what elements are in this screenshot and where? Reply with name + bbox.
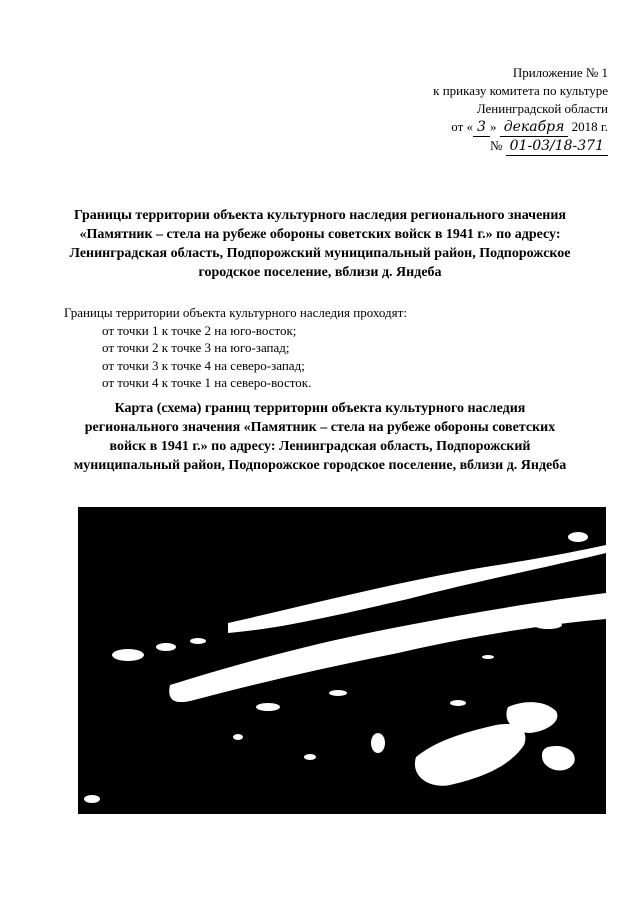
speck	[371, 733, 385, 753]
speck	[329, 690, 347, 696]
appendix-title: Приложение № 1	[512, 65, 608, 80]
map-title-line: муниципальный район, Подпорожское городское поселение, вблизи д. Яндеба	[73, 458, 567, 473]
map-title-line: Карта (схема) границ территории объекта культурного наследия	[114, 401, 526, 416]
speck	[256, 703, 280, 711]
speck	[156, 643, 176, 651]
speck	[534, 621, 562, 629]
title-line: городское поселение, вблизи д. Яндеба	[198, 265, 442, 280]
appendix-region: Ленинградской области	[476, 101, 608, 116]
map-title-line: войск в 1941 г.» по адресу: Ленинградская область, Подпорожский	[109, 439, 531, 454]
boundary-description	[64, 304, 584, 392]
date-month: декабря	[500, 118, 569, 137]
title-line: Границы территории объекта культурного наследия регионального значения	[73, 208, 566, 223]
title-line: Ленинградская область, Подпорожский муниципальный район, Подпорожское	[69, 246, 571, 261]
appendix-number	[348, 137, 608, 156]
boundary-point: от точки 4 к точке 1 на северо-восток.	[102, 375, 312, 390]
speck	[84, 795, 100, 803]
date-prefix: от «	[451, 119, 474, 134]
boundary-point: от точки 3 к точке 4 на северо-запад;	[102, 357, 305, 373]
number-value: 01-03/18-371	[506, 137, 608, 156]
speck	[450, 700, 466, 706]
appendix-date	[348, 118, 608, 137]
appendix-order: к приказу комитета по культуре	[433, 83, 608, 98]
date-mid: »	[489, 119, 497, 134]
speck	[304, 754, 316, 760]
map-title-line: регионального значения «Памятник – стела на рубеже обороны советских	[84, 420, 556, 435]
speck	[482, 655, 494, 659]
date-year: 2018 г.	[571, 119, 608, 134]
speck	[233, 734, 243, 740]
map-scheme-image	[78, 507, 606, 814]
boundary-lead: Границы территории объекта культурного наследия проходят:	[64, 305, 407, 320]
number-prefix: №	[490, 138, 503, 153]
boundary-point: от точки 1 к точке 2 на юго-восток;	[102, 322, 297, 338]
document-title	[34, 206, 606, 282]
appendix-block	[348, 64, 608, 156]
map-scan	[78, 507, 606, 814]
speck	[112, 649, 144, 661]
speck	[190, 638, 206, 644]
speck	[568, 532, 588, 542]
date-day: 3	[473, 118, 490, 137]
map-title	[44, 399, 596, 475]
title-line: «Памятник – стела на рубеже обороны советских войск в 1941 г.» по адресу:	[79, 227, 561, 242]
boundary-point: от точки 2 к точке 3 на юго-запад;	[102, 340, 290, 355]
